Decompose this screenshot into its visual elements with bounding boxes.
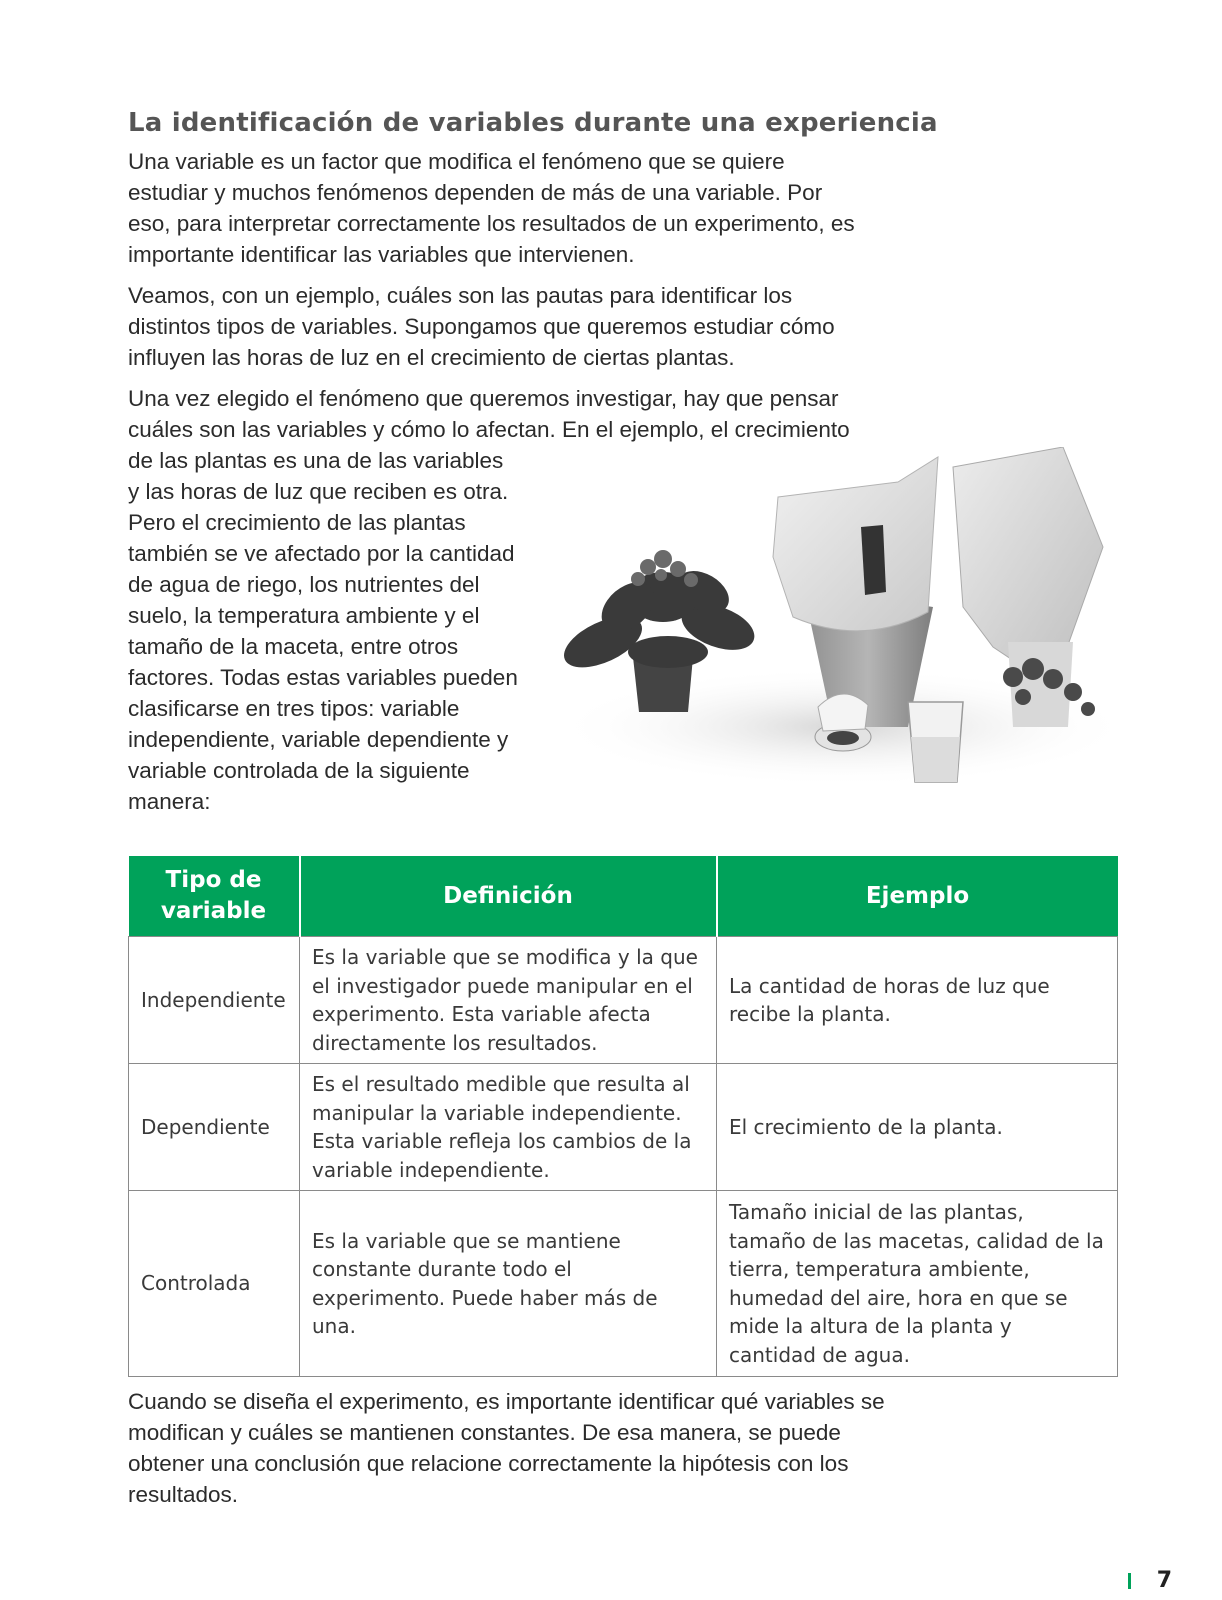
cell-example: Tamaño inicial de las plantas, tamaño de las macetas, calidad de la tierra, temperatura ambiente, humedad del aire, hora en que se mide la altura de la planta y cantidad de agua. <box>717 1191 1118 1377</box>
page-footer <box>1128 1568 1172 1593</box>
table-row <box>129 1064 1118 1191</box>
main-content <box>128 108 1118 817</box>
variables-table <box>128 856 1118 1377</box>
page-number: 7 <box>1156 1568 1172 1593</box>
cell-type: Dependiente <box>129 1064 300 1191</box>
cell-definition: Es la variable que se modifica y la que el investigador puede manipular en el experimento. Esta variable afecta directamente los resultados. <box>300 937 717 1064</box>
cell-type: Controlada <box>129 1191 300 1377</box>
variables-paragraph-lead: Una vez elegido el fenómeno que queremos investigar, hay que pensar cuáles son las variables y cómo lo afectan. En el ejemplo, el crecimiento <box>128 386 850 442</box>
intro-paragraph: Una variable es un factor que modifica el fenómeno que se quiere estudiar y muchos fenómenos dependen de más de una variable. Por eso, para interpretar correctamente los resultados de un experimento, es importante identificar las variables que intervienen. <box>128 149 855 267</box>
variables-paragraph-wrapped: de las plantas es una de las variables y las horas de luz que reciben es otra. Pero el crecimiento de las plantas también se ve afectado por la cantidad de agua de riego, los nutrientes del suelo, la temperatura ambiente y el tamaño de la maceta, entre otros factores. Todas estas variables pueden clasificarse en tres tipos: variable independiente, variable dependiente y variable controlada de la siguiente manera: <box>128 448 518 814</box>
cell-definition: Es el resultado medible que resulta al manipular la variable independiente. Esta variable refleja los cambios de la variable independiente. <box>300 1064 717 1191</box>
plants-experiment-photo <box>543 447 1123 792</box>
table-row <box>129 1191 1118 1377</box>
cell-example: El crecimiento de la planta. <box>717 1064 1118 1191</box>
table-header-row <box>129 856 1118 937</box>
header-type: Tipo de variable <box>129 856 300 937</box>
example-paragraph: Veamos, con un ejemplo, cuáles son las pautas para identificar los distintos tipos de variables. Supongamos que queremos estudiar cómo influyen las horas de luz en el crecimiento de ciertas plantas. <box>128 283 835 370</box>
header-example: Ejemplo <box>717 856 1118 937</box>
page-marker <box>1128 1573 1131 1589</box>
cell-type: Independiente <box>129 937 300 1064</box>
section-title: La identificación de variables durante una experiencia <box>128 108 938 138</box>
table-row <box>129 937 1118 1064</box>
cell-definition: Es la variable que se mantiene constante durante todo el experimento. Puede haber más de una. <box>300 1191 717 1377</box>
text-with-photo <box>128 383 1118 817</box>
cell-example: La cantidad de horas de luz que recibe la planta. <box>717 937 1118 1064</box>
header-definition: Definición <box>300 856 717 937</box>
closing-paragraph: Cuando se diseña el experimento, es importante identificar qué variables se modifican y cuáles se mantienen constantes. De esa manera, se puede obtener una conclusión que relacione correctamente la hipótesis con los resultados. <box>128 1389 885 1507</box>
